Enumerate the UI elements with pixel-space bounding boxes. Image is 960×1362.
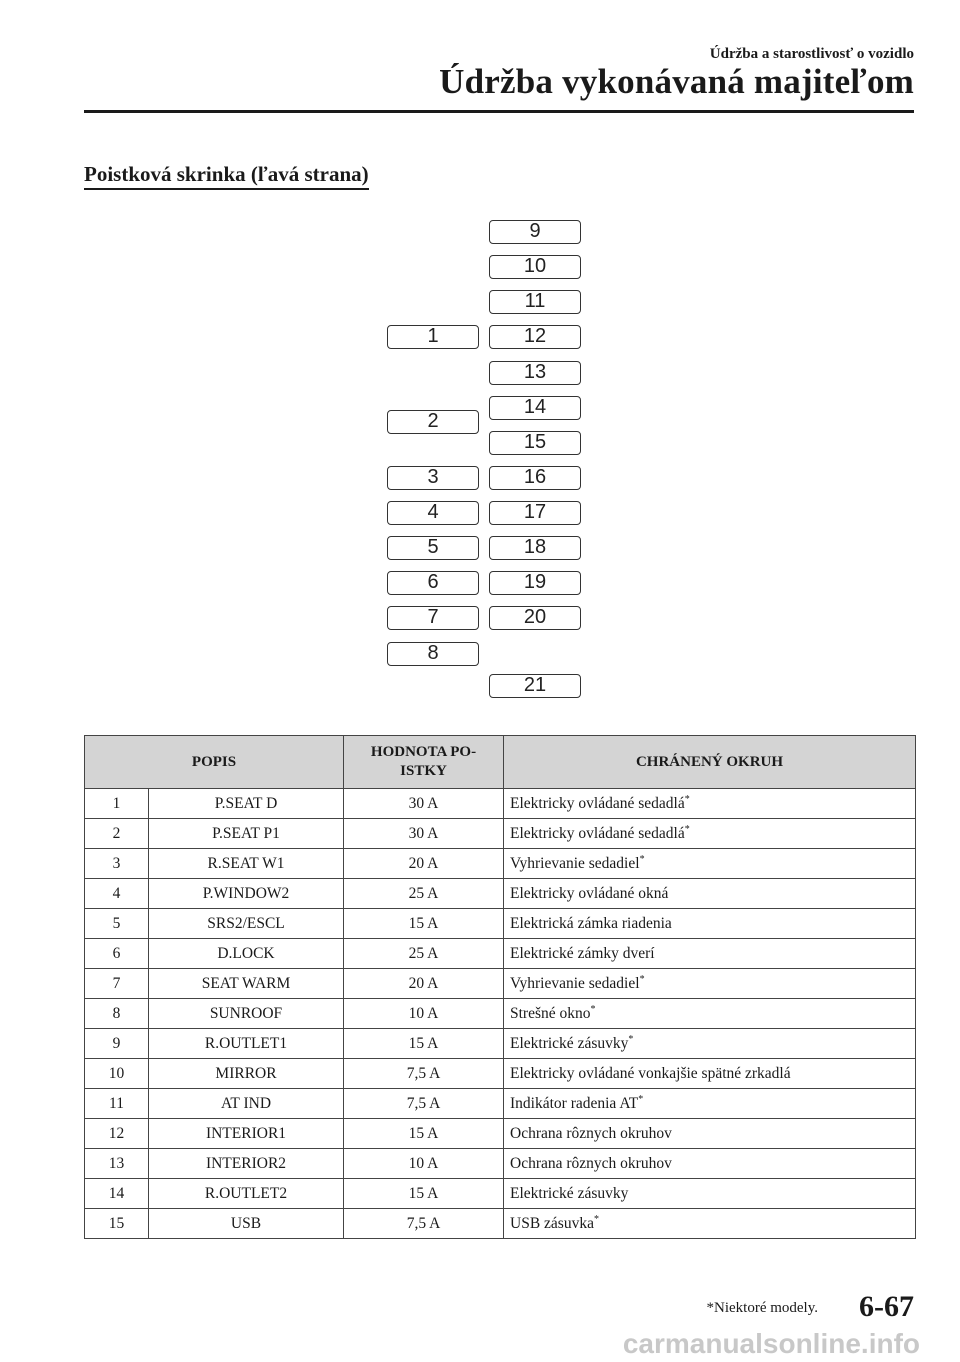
cell-rating-text: 10 A (408, 1004, 439, 1022)
fuse-10: 10 (489, 255, 581, 279)
cell-num-text: 9 (112, 1034, 121, 1052)
cell-rating-text: 7,5 A (406, 1094, 441, 1112)
cell-name (149, 789, 344, 819)
cell-rating (344, 1119, 504, 1149)
cell-name (149, 1059, 344, 1089)
fuse-8: 8 (387, 642, 479, 666)
cell-name (149, 819, 344, 849)
cell-name (149, 969, 344, 999)
cell-rating-text: 15 A (408, 914, 439, 932)
cell-rating (344, 999, 504, 1029)
table-row (85, 819, 916, 849)
cell-num (85, 1119, 149, 1149)
cell-circuit-text: Elektrické zámky dverí (510, 944, 655, 962)
header-okruh: CHRÁNENÝ OKRUH (504, 736, 916, 789)
cell-num (85, 849, 149, 879)
cell-num (85, 999, 149, 1029)
cell-num-text: 5 (112, 914, 121, 932)
cell-name (149, 999, 344, 1029)
cell-name-text: P.SEAT D (214, 794, 278, 812)
cell-num-text: 13 (108, 1154, 125, 1172)
fuse-12: 12 (489, 325, 581, 349)
cell-num-text: 2 (112, 824, 121, 842)
table-header-row (85, 736, 916, 789)
cell-rating-text: 7,5 A (406, 1064, 441, 1082)
cell-rating (344, 1149, 504, 1179)
cell-name-text: SUNROOF (209, 1004, 283, 1022)
cell-num (85, 1089, 149, 1119)
fuse-7: 7 (387, 606, 479, 630)
cell-name-text: SEAT WARM (201, 974, 291, 992)
cell-num-text: 6 (112, 944, 121, 962)
footnote-marker: * (684, 793, 690, 805)
table-row (85, 849, 916, 879)
header-chapter: Údržba vykonávaná majiteľom (439, 62, 914, 101)
cell-circuit (504, 1119, 916, 1149)
fuse-table (84, 735, 916, 1239)
cell-num-text: 14 (108, 1184, 125, 1202)
cell-circuit-text: Elektricky ovládané sedadlá (510, 824, 685, 842)
cell-circuit (504, 879, 916, 909)
cell-name (149, 939, 344, 969)
table-row (85, 789, 916, 819)
table-row (85, 1179, 916, 1209)
table-row (85, 1119, 916, 1149)
fuse-1: 1 (387, 325, 479, 349)
watermark-logo: carmanualsonline.info (622, 1328, 920, 1359)
cell-num-text: 12 (108, 1124, 125, 1142)
cell-circuit (504, 1059, 916, 1089)
footnote-marker: * (684, 823, 690, 835)
cell-circuit (504, 1179, 916, 1209)
cell-num (85, 939, 149, 969)
table-row (85, 969, 916, 999)
cell-num (85, 1029, 149, 1059)
cell-num (85, 1209, 149, 1239)
cell-rating (344, 1089, 504, 1119)
fuse-21: 21 (489, 674, 581, 698)
cell-circuit-text: Ochrana rôznych okruhov (510, 1124, 672, 1142)
cell-circuit (504, 1029, 916, 1059)
cell-circuit-text: Vyhrievanie sedadiel (510, 974, 640, 992)
cell-circuit-text: Vyhrievanie sedadiel (510, 854, 640, 872)
header-rule (84, 110, 914, 113)
cell-name-text: R.SEAT W1 (207, 854, 285, 872)
cell-rating-text: 20 A (408, 974, 439, 992)
cell-name (149, 1209, 344, 1239)
cell-circuit-text: Elektrická zámka riadenia (510, 914, 672, 932)
cell-rating (344, 1179, 504, 1209)
fuse-11: 11 (489, 290, 581, 314)
footnote-marker: * (628, 1033, 634, 1045)
cell-name-text: D.LOCK (217, 944, 275, 962)
cell-num-text: 11 (109, 1094, 124, 1112)
cell-rating (344, 1059, 504, 1089)
cell-name (149, 1029, 344, 1059)
footnote-marker: * (590, 1003, 596, 1015)
table-row (85, 1089, 916, 1119)
cell-num (85, 879, 149, 909)
footnote-marker: * (593, 1213, 599, 1225)
cell-num-text: 4 (112, 884, 121, 902)
cell-rating-text: 25 A (408, 884, 439, 902)
fuse-20: 20 (489, 606, 581, 630)
table-row (85, 879, 916, 909)
cell-num-text: 10 (108, 1064, 125, 1082)
fuse-18: 18 (489, 536, 581, 560)
table-row (85, 909, 916, 939)
cell-circuit (504, 849, 916, 879)
fuse-16: 16 (489, 466, 581, 490)
cell-rating-text: 15 A (408, 1124, 439, 1142)
cell-circuit (504, 1089, 916, 1119)
cell-name (149, 1149, 344, 1179)
cell-rating-text: 7,5 A (406, 1214, 441, 1232)
cell-name-text: MIRROR (215, 1064, 277, 1082)
fuse-17: 17 (489, 501, 581, 525)
footnote-marker: * (638, 1093, 644, 1105)
cell-circuit-text: Elektrické zásuvky (510, 1034, 629, 1052)
footnote-marker: * (639, 853, 645, 865)
cell-name (149, 1119, 344, 1149)
cell-circuit (504, 969, 916, 999)
cell-name-text: R.OUTLET1 (204, 1034, 288, 1052)
header-hodnota: HODNOTA PO- ISTKY (344, 736, 504, 789)
cell-rating-text: 30 A (408, 794, 439, 812)
cell-rating-text: 10 A (408, 1154, 439, 1172)
cell-rating-text: 15 A (408, 1034, 439, 1052)
cell-rating (344, 909, 504, 939)
cell-name (149, 1179, 344, 1209)
cell-circuit (504, 1149, 916, 1179)
cell-num (85, 909, 149, 939)
table-row (85, 1209, 916, 1239)
cell-circuit (504, 1209, 916, 1239)
cell-num (85, 969, 149, 999)
cell-circuit-text: Indikátor radenia AT (510, 1094, 639, 1112)
table-row (85, 999, 916, 1029)
fuse-19: 19 (489, 571, 581, 595)
cell-name-text: INTERIOR2 (205, 1154, 287, 1172)
cell-rating (344, 849, 504, 879)
cell-name-text: P.WINDOW2 (202, 884, 290, 902)
cell-num-text: 8 (112, 1004, 121, 1022)
cell-circuit (504, 789, 916, 819)
table-row (85, 1029, 916, 1059)
cell-name-text: P.SEAT P1 (212, 824, 280, 842)
footnote-marker: * (639, 973, 645, 985)
header-popis: POPIS (85, 736, 344, 789)
cell-name-text: INTERIOR1 (205, 1124, 287, 1142)
cell-num-text: 1 (112, 794, 121, 812)
cell-circuit (504, 999, 916, 1029)
footnote: *Niektoré modely. (706, 1300, 818, 1316)
cell-rating (344, 1029, 504, 1059)
cell-name (149, 879, 344, 909)
cell-num (85, 1059, 149, 1089)
cell-name (149, 1089, 344, 1119)
cell-circuit-text: Ochrana rôznych okruhov (510, 1154, 672, 1172)
fuse-6: 6 (387, 571, 479, 595)
cell-num-text: 7 (112, 974, 121, 992)
cell-circuit-text: Elektricky ovládané okná (510, 884, 669, 902)
cell-name-text: USB (230, 1214, 262, 1232)
cell-num (85, 789, 149, 819)
cell-name-text: AT IND (220, 1094, 272, 1112)
cell-circuit-text: Elektricky ovládané sedadlá (510, 794, 685, 812)
table-row (85, 939, 916, 969)
fuse-5: 5 (387, 536, 479, 560)
cell-rating-text: 25 A (408, 944, 439, 962)
fuse-2: 2 (387, 410, 479, 434)
fuse-14: 14 (489, 396, 581, 420)
cell-rating (344, 819, 504, 849)
cell-rating (344, 969, 504, 999)
cell-num-text: 15 (108, 1214, 125, 1232)
cell-circuit (504, 939, 916, 969)
cell-rating (344, 1209, 504, 1239)
cell-name (149, 909, 344, 939)
fuse-3: 3 (387, 466, 479, 490)
cell-rating (344, 939, 504, 969)
cell-circuit-text: Elektricky ovládané vonkajšie spätné zrkadlá (510, 1064, 791, 1082)
cell-circuit (504, 819, 916, 849)
cell-circuit (504, 909, 916, 939)
cell-num-text: 3 (112, 854, 121, 872)
cell-rating-text: 30 A (408, 824, 439, 842)
table-row (85, 1149, 916, 1179)
cell-rating (344, 789, 504, 819)
page-number: 6-67 (859, 1290, 914, 1323)
cell-circuit-text: Strešné okno (510, 1004, 591, 1022)
cell-num (85, 1179, 149, 1209)
header-section: Údržba a starostlivosť o vozidlo (709, 46, 914, 62)
cell-name-text: R.OUTLET2 (204, 1184, 288, 1202)
cell-name-text: SRS2/ESCL (207, 914, 285, 932)
fuse-13: 13 (489, 361, 581, 385)
fuse-9: 9 (489, 220, 581, 244)
cell-circuit-text: USB zásuvka (510, 1214, 594, 1232)
section-title: Poistková skrinka (ľavá strana) (84, 162, 369, 190)
cell-name (149, 849, 344, 879)
cell-rating-text: 20 A (408, 854, 439, 872)
fuse-15: 15 (489, 431, 581, 455)
cell-num (85, 1149, 149, 1179)
cell-circuit-text: Elektrické zásuvky (510, 1184, 629, 1202)
fuse-4: 4 (387, 501, 479, 525)
table-row (85, 1059, 916, 1089)
cell-num (85, 819, 149, 849)
cell-rating (344, 879, 504, 909)
cell-rating-text: 15 A (408, 1184, 439, 1202)
